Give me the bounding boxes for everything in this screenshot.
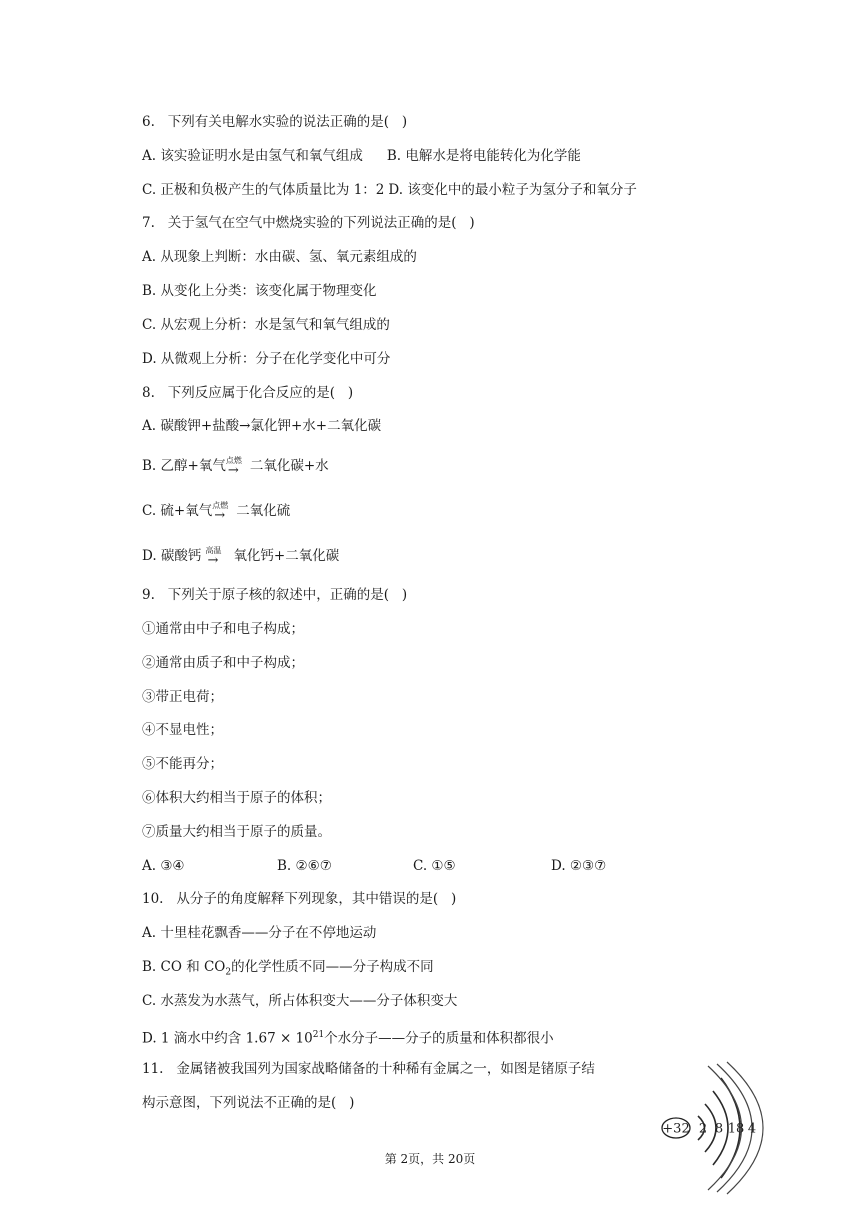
- reaction-arrow: [205, 546, 229, 566]
- q9-item-4: ④不显电性；: [142, 722, 223, 738]
- shell-electrons-1: 2: [698, 1121, 708, 1137]
- page-footer: 第 2页，共 20页: [384, 1152, 476, 1166]
- q10-option-d-end: 个水分子——分子的质量和体积都很小: [324, 1030, 554, 1047]
- q9-option-c: C. ①⑤: [413, 858, 456, 874]
- q8-option-d-products: 氧化钙+二氧化碳: [233, 548, 340, 564]
- q6-stem: 6. 下列有关电解水实验的说法正确的是( ): [142, 114, 408, 130]
- q10-option-d: [142, 1025, 554, 1049]
- q8-option-d-reactants: D. 碳酸钙: [142, 548, 202, 564]
- q8-stem: 8. 下列反应属于化合反应的是( ): [142, 385, 354, 401]
- q7-option-b: B. 从变化上分类：该变化属于物理变化: [142, 283, 377, 299]
- q9-item-1: ①通常由中子和电子构成；: [142, 621, 304, 637]
- q8-option-c-products: 二氧化硫: [236, 503, 291, 519]
- q10-option-b-end: 的化学性质不同——分子构成不同: [231, 959, 434, 975]
- q8-option-c-reactants: C. 硫+氧气: [142, 503, 213, 519]
- q9-item-2: ②通常由质子和中子构成；: [142, 655, 304, 671]
- q10-option-c: C. 水蒸发为水蒸气，所占体积变大——分子体积变大: [142, 993, 458, 1009]
- q8-option-b-products: 二氧化碳+水: [249, 458, 329, 474]
- q6-option-row-2: [142, 180, 637, 200]
- q10-option-d-start: D. 1 滴水中约含 1.67 × 10: [142, 1030, 313, 1047]
- germanium-atom-structure-diagram: [655, 1058, 855, 1198]
- q10-option-b: [142, 957, 434, 983]
- q11-stem-line-1: 11. 金属锗被我国列为国家战略储备的十种稀有金属之一，如图是锗原子结: [142, 1061, 595, 1077]
- reaction-arrow: [212, 501, 236, 521]
- q8-option-c: [142, 501, 290, 521]
- nucleus-charge: +32: [662, 1121, 690, 1137]
- reaction-condition: 点燃: [225, 456, 242, 465]
- shell-electrons-3: 18: [727, 1121, 745, 1137]
- q9-option-d: D. ②③⑦: [551, 858, 607, 874]
- q9-option-a: A. ③④: [142, 858, 185, 874]
- q7-option-a: A. 从现象上判断：水由碳、氢、氧元素组成的: [142, 249, 417, 265]
- q8-option-b: [142, 456, 329, 476]
- q9-stem: 9. 下列关于原子核的叙述中，正确的是( ): [142, 587, 408, 603]
- q10-option-b-start: B. CO 和 CO: [142, 959, 226, 975]
- q6-option-d: D. 该变化中的最小粒子为氢分子和氧分子: [388, 182, 637, 198]
- reaction-condition: 点燃: [212, 501, 229, 510]
- shell-electrons-2: 8: [714, 1121, 724, 1137]
- reaction-condition: 高温: [205, 546, 222, 555]
- shell-electrons-4: 4: [747, 1121, 757, 1137]
- q9-option-b: B. ②⑥⑦: [277, 858, 332, 874]
- q9-item-6: ⑥体积大约相当于原子的体积；: [142, 790, 331, 806]
- q7-option-c: C. 从宏观上分析：水是氢气和氧气组成的: [142, 317, 390, 333]
- q7-option-d: D. 从微观上分析：分子在化学变化中可分: [142, 351, 391, 367]
- q6-option-row-1: [142, 146, 581, 166]
- q6-option-b: B. 电解水是将电能转化为化学能: [386, 148, 581, 164]
- q9-item-5: ⑤不能再分；: [142, 756, 223, 772]
- q7-stem: 7. 关于氢气在空气中燃烧实验的下列说法正确的是( ): [142, 215, 475, 231]
- reaction-arrow: [226, 456, 250, 476]
- q9-item-3: ③带正电荷；: [142, 689, 223, 705]
- arrow-icon: →: [207, 553, 219, 568]
- q10-option-b-subscript: 2: [225, 967, 232, 978]
- q8-option-a: A. 碳酸钾+盐酸→氯化钾+水+二氧化碳: [142, 418, 382, 434]
- q6-option-c: C. 正极和负极产生的气体质量比为 1：2: [142, 182, 385, 198]
- q8-option-d: [142, 546, 339, 566]
- q10-stem: 10. 从分子的角度解释下列现象，其中错误的是( ): [142, 891, 457, 907]
- q8-option-b-reactants: B. 乙醇+氧气: [142, 458, 226, 474]
- q9-item-7: ⑦质量大约相当于原子的质量。: [142, 824, 331, 840]
- arrow-icon: →: [214, 508, 226, 523]
- q10-option-a: A. 十里桂花飘香——分子在不停地运动: [142, 925, 377, 941]
- q11-stem-line-2: 构示意图，下列说法不正确的是( ): [142, 1095, 355, 1111]
- q10-option-d-exponent: 21: [312, 1030, 325, 1040]
- arrow-icon: →: [227, 463, 239, 478]
- q6-option-a: A. 该实验证明水是由氢气和氧气组成: [142, 148, 363, 164]
